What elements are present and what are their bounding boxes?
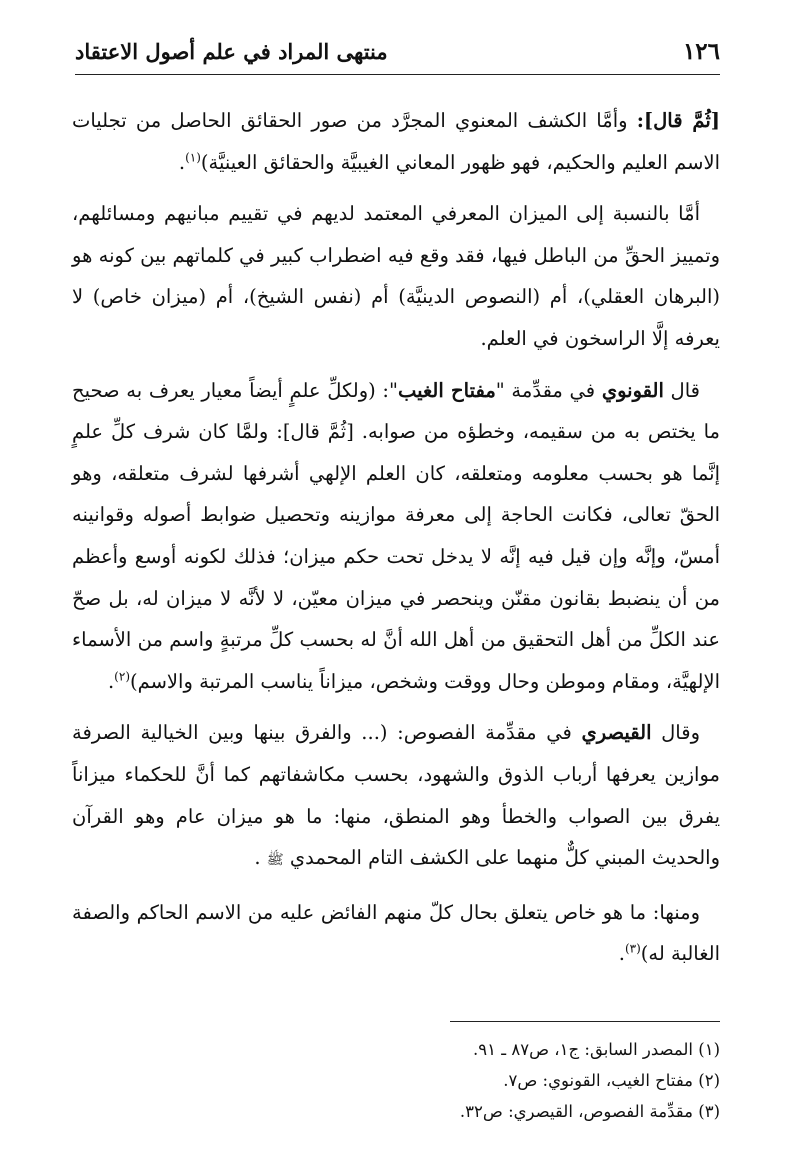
book-title-miftah: مفتاح الغيب: [397, 378, 496, 402]
footnote-ref-3: (٣): [624, 941, 641, 956]
paragraph-5-tail: .: [618, 942, 625, 966]
footnote-divider: [450, 1021, 720, 1022]
paragraph-5-text: ومنها: ما هو خاص يتعلق بحال كلّ منهم الفائض عليه من الاسم الحاكم والصفة الغالبة له): [72, 900, 720, 966]
paragraph-4: [72, 712, 720, 881]
paragraph-1-text: وأمَّا الكشف المعنوي المجرَّد من صور الحقائق الحاصل من تجليات الاسم العليم والحكيم، فهو ظهور المعاني الغيبيَّة والحقائق العينيَّة): [72, 109, 720, 174]
blessing-glyph: ﷺ: [266, 852, 284, 869]
running-title: منتهى المراد في علم أصول الاعتقاد: [75, 38, 388, 64]
author-name-qaysari: القيصري: [581, 721, 652, 745]
footnote-1: (١) المصدر السابق: ج١، ص٨٧ ـ ٩١.: [473, 1040, 720, 1059]
paragraph-4-pre: وقال: [651, 721, 700, 745]
footnotes: [72, 1034, 720, 1127]
footnote-ref-2: (٢): [114, 669, 130, 684]
paragraph-3: [72, 370, 720, 703]
paragraph-4-tail: .: [254, 846, 267, 870]
paragraph-4-text: في مقدِّمة الفصوص: (... والفرق بينها وبين الخيالية الصرفة موازين يعرفها أرباب الذوق والشهود، بحسب مكاشفاتهم كما أنَّ للحكماء ميزاناً يفرق بين الصواب والخطأ وهو المنطق، منها: ما هو ميزان عام وهو القرآن والحديث المبني كلٌّ منهما على الكشف التام المحمدي: [72, 721, 720, 870]
paragraph-5: [72, 892, 720, 975]
footnote-2: (٢) مفتاح الغيب، القونوي: ص٧.: [503, 1071, 720, 1090]
paragraph-1: [72, 100, 720, 183]
footnote-ref-1: (١): [185, 150, 201, 165]
main-text: [72, 100, 720, 985]
paragraph-2: [72, 193, 720, 359]
page-header: [75, 28, 720, 75]
paragraph-1-tail: .: [178, 150, 186, 174]
paragraph-2-text: أمَّا بالنسبة إلى الميزان المعرفي المعتمد لديهم في تقييم مبانيهم ومسائلهم، وتمييز الحقِّ من الباطل فيها، فقد وقع فيه اضطراب كبير في كلماتهم بين كونه هو (البرهان العقلي)، أم (النصوص الدينيَّة) أم (نفس الشيخ)، أم (ميزان خاص) لا يعرفه إلَّا الراسخون في العلم.: [72, 202, 720, 350]
page-number: ١٢٦: [682, 37, 720, 65]
paragraph-3-mid: في مقدِّمة ": [495, 378, 602, 402]
paragraph-3-tail: .: [107, 669, 115, 693]
footnote-3: (٣) مقدِّمة الفصوص، القيصري: ص٣٢.: [459, 1102, 720, 1121]
paragraph-1-lead: [ثُمَّ قال]:: [636, 109, 720, 132]
paragraph-3-text: ": (ولكلِّ علمٍ أيضاً معيار يعرف به صحيح ما يختص به من سقيمه، وخطؤه من صوابه. [ثُمَّ قال]: ولمَّا كان شرف كلِّ علمٍ إنَّما هو بحسب معلومه ومتعلقه، كان العلم الإلهي أشرفها لشرف متعلقه، وهو الحقّ تعالى، فكانت الحاجة إلى معرفة موازينه وتحصيل ضوابط أصوله وقوانينه أمسّ، وإنَّه وإن قيل فيه إنَّه لا يدخل تحت حكم ميزان؛ فذلك لكونه أوسع وأعظم من أن ينضبط بقانون مقنّن وينحصر في ميزان معيّن، لا لأنَّه لا ميزان له، بل صحّ عند الكلِّ من أهل التحقيق من أهل الله أنَّ له بحسب كلِّ مرتبةٍ واسم من الأسماء الإلهيَّة، ومقام وموطن وحال ووقت وشخص، ميزاناً يناسب المرتبة والاسم): [72, 378, 720, 693]
author-name-qunawi: القونوي: [601, 378, 664, 402]
paragraph-3-pre: قال: [663, 378, 700, 402]
